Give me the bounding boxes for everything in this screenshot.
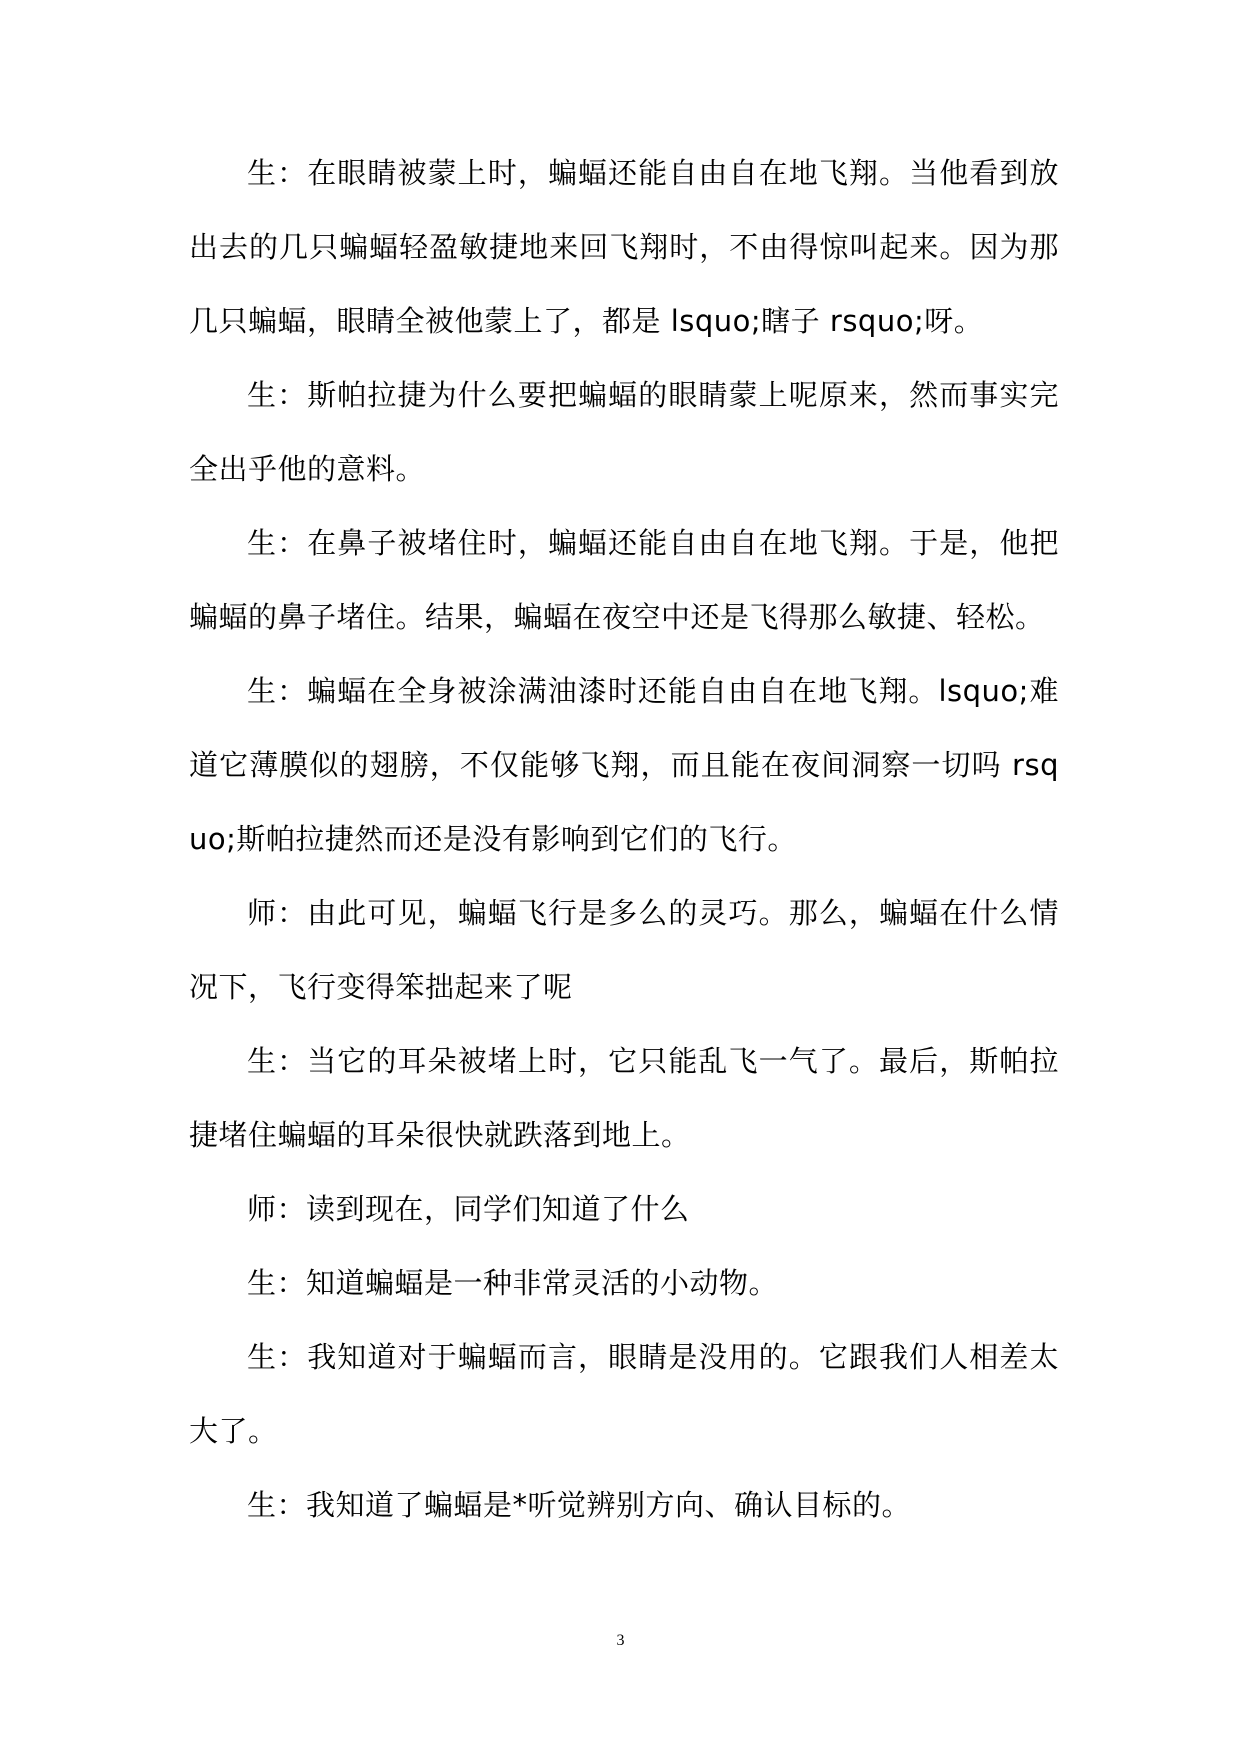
paragraph-9: 生：我知道对于蝙蝠而言，眼睛是没用的。它跟我们人相差太大了。	[189, 1340, 1059, 1448]
document-body	[189, 136, 1059, 1542]
paragraph-5: 师：由此可见，蝙蝠飞行是多么的灵巧。那么，蝙蝠在什么情况下，飞行变得笨拙起来了呢	[189, 896, 1059, 1004]
paragraph-2: 生：斯帕拉捷为什么要把蝙蝠的眼睛蒙上呢原来，然而事实完全出乎他的意料。	[189, 378, 1059, 486]
paragraph-7: 师：读到现在，同学们知道了什么	[247, 1192, 690, 1226]
paragraph-8: 生：知道蝙蝠是一种非常灵活的小动物。	[247, 1266, 779, 1300]
paragraph-4: 生：蝙蝠在全身被涂满油漆时还能自由自在地飞翔。lsquo;难道它薄膜似的翅膀，不仅能够飞翔，而且能在夜间洞察一切吗 rsquo;斯帕拉捷然而还是没有影响到它们的飞行。	[189, 674, 1059, 856]
paragraph-6: 生：当它的耳朵被堵上时，它只能乱飞一气了。最后，斯帕拉捷堵住蝙蝠的耳朵很快就跌落到地上。	[189, 1044, 1059, 1152]
paragraph-3: 生：在鼻子被堵住时，蝙蝠还能自由自在地飞翔。于是，他把蝙蝠的鼻子堵住。结果，蝙蝠在夜空中还是飞得那么敏捷、轻松。	[189, 526, 1059, 634]
paragraph-10: 生：我知道了蝙蝠是*听觉辨别方向、确认目标的。	[247, 1488, 912, 1522]
paragraph-1: 生：在眼睛被蒙上时，蝙蝠还能自由自在地飞翔。当他看到放出去的几只蝙蝠轻盈敏捷地来回飞翔时，不由得惊叫起来。因为那几只蝙蝠，眼睛全被他蒙上了，都是 lsquo;瞎子 rsquo;呀。	[189, 156, 1059, 338]
page-number: 3	[616, 1632, 625, 1649]
